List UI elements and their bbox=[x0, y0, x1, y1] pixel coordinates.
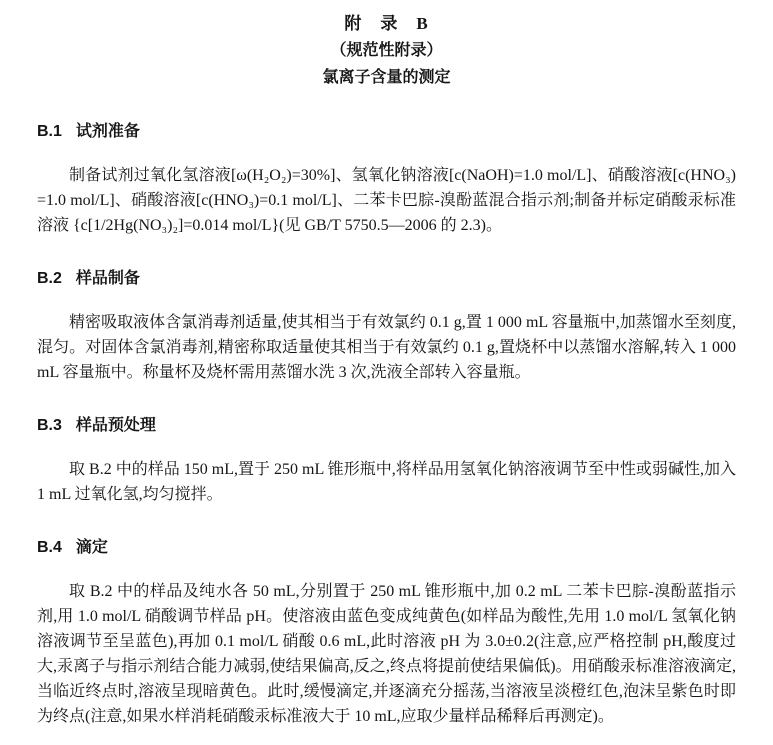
appendix-type-label: （规范性附录） bbox=[330, 42, 443, 59]
section-title: 样品制备 bbox=[75, 270, 140, 287]
section-b1 bbox=[37, 121, 736, 238]
section-b2 bbox=[37, 268, 736, 385]
section-heading-b4 bbox=[37, 537, 736, 559]
appendix-title: 附 录 B bbox=[344, 14, 429, 33]
section-b4 bbox=[37, 537, 736, 729]
section-number: B.2 bbox=[37, 270, 62, 287]
section-paragraph: 取 B.2 中的样品 150 mL,置于 250 mL 锥形瓶中,将样品用氢氧化钠溶液调节至中性或弱碱性,加入 1 mL 过氧化氢,均匀搅拌。 bbox=[37, 461, 736, 503]
section-title: 样品预处理 bbox=[75, 417, 156, 434]
section-heading-b1 bbox=[37, 121, 736, 143]
section-number: B.3 bbox=[37, 417, 62, 434]
section-paragraph: 取 B.2 中的样品及纯水各 50 mL,分别置于 250 mL 锥形瓶中,加 0.2 mL 二苯卡巴腙-溴酚蓝指示剂,用 1.0 mol/L 硝酸调节样品 pH。使溶液由蓝色变成纯黄色(如样品为酸性,先用 1.0 mol/L 氢氧化钠溶液调节至呈蓝色),再加 0.1 mol/L 硝酸 0.6 mL,此时溶液 pH 为 3.0±0.2(注意,应严格控制 pH,酸度过大,汞离子与指示剂结合能力减弱,使结果偏高,反之,终点将提前使结果偏低)。用硝酸汞标准溶液滴定,当临近终点时,溶液呈现暗黄色。此时,缓慢滴定,并逐滴充分摇荡,当溶液呈淡橙红色,泡沫呈紫色时即为终点(注意,如果水样消耗硝酸汞标准液大于 10 mL,应取少量样品稀释后再测定)。 bbox=[37, 583, 736, 725]
section-paragraph: 制备试剂过氧化氢溶液[ω(H₂O₂)=30%]、氢氧化钠溶液[c(NaOH)=1.0 mol/L]、硝酸溶液[c(HNO₃)=1.0 mol/L]、硝酸溶液[c(HNO₃)=0.1 mol/L]、二苯卡巴腙-溴酚蓝混合指示剂;制备并标定硝酸汞标准溶液 {c[1/2Hg(NO₃)₂]=0.014 mol/L}(见 GB/T 5750.5—2006 的 2.3)。 bbox=[37, 167, 736, 234]
section-title: 滴定 bbox=[75, 539, 108, 556]
section-number: B.4 bbox=[37, 539, 62, 556]
section-heading-b2 bbox=[37, 268, 736, 290]
section-number: B.1 bbox=[37, 123, 62, 140]
appendix-subject-title: 氯离子含量的测定 bbox=[322, 69, 451, 86]
section-b3 bbox=[37, 415, 736, 507]
section-title: 试剂准备 bbox=[75, 123, 140, 140]
section-paragraph: 精密吸取液体含氯消毒剂适量,使其相当于有效氯约 0.1 g,置 1 000 mL 容量瓶中,加蒸馏水至刻度,混匀。对固体含氯消毒剂,精密称取适量使其相当于有效氯约 0.1 g,置烧杯中以蒸馏水溶解,转入 1 000 mL 容量瓶中。称量杯及烧杯需用蒸馏水洗 3 次,洗液全部转入容量瓶。 bbox=[37, 314, 736, 381]
section-heading-b3 bbox=[37, 415, 736, 437]
